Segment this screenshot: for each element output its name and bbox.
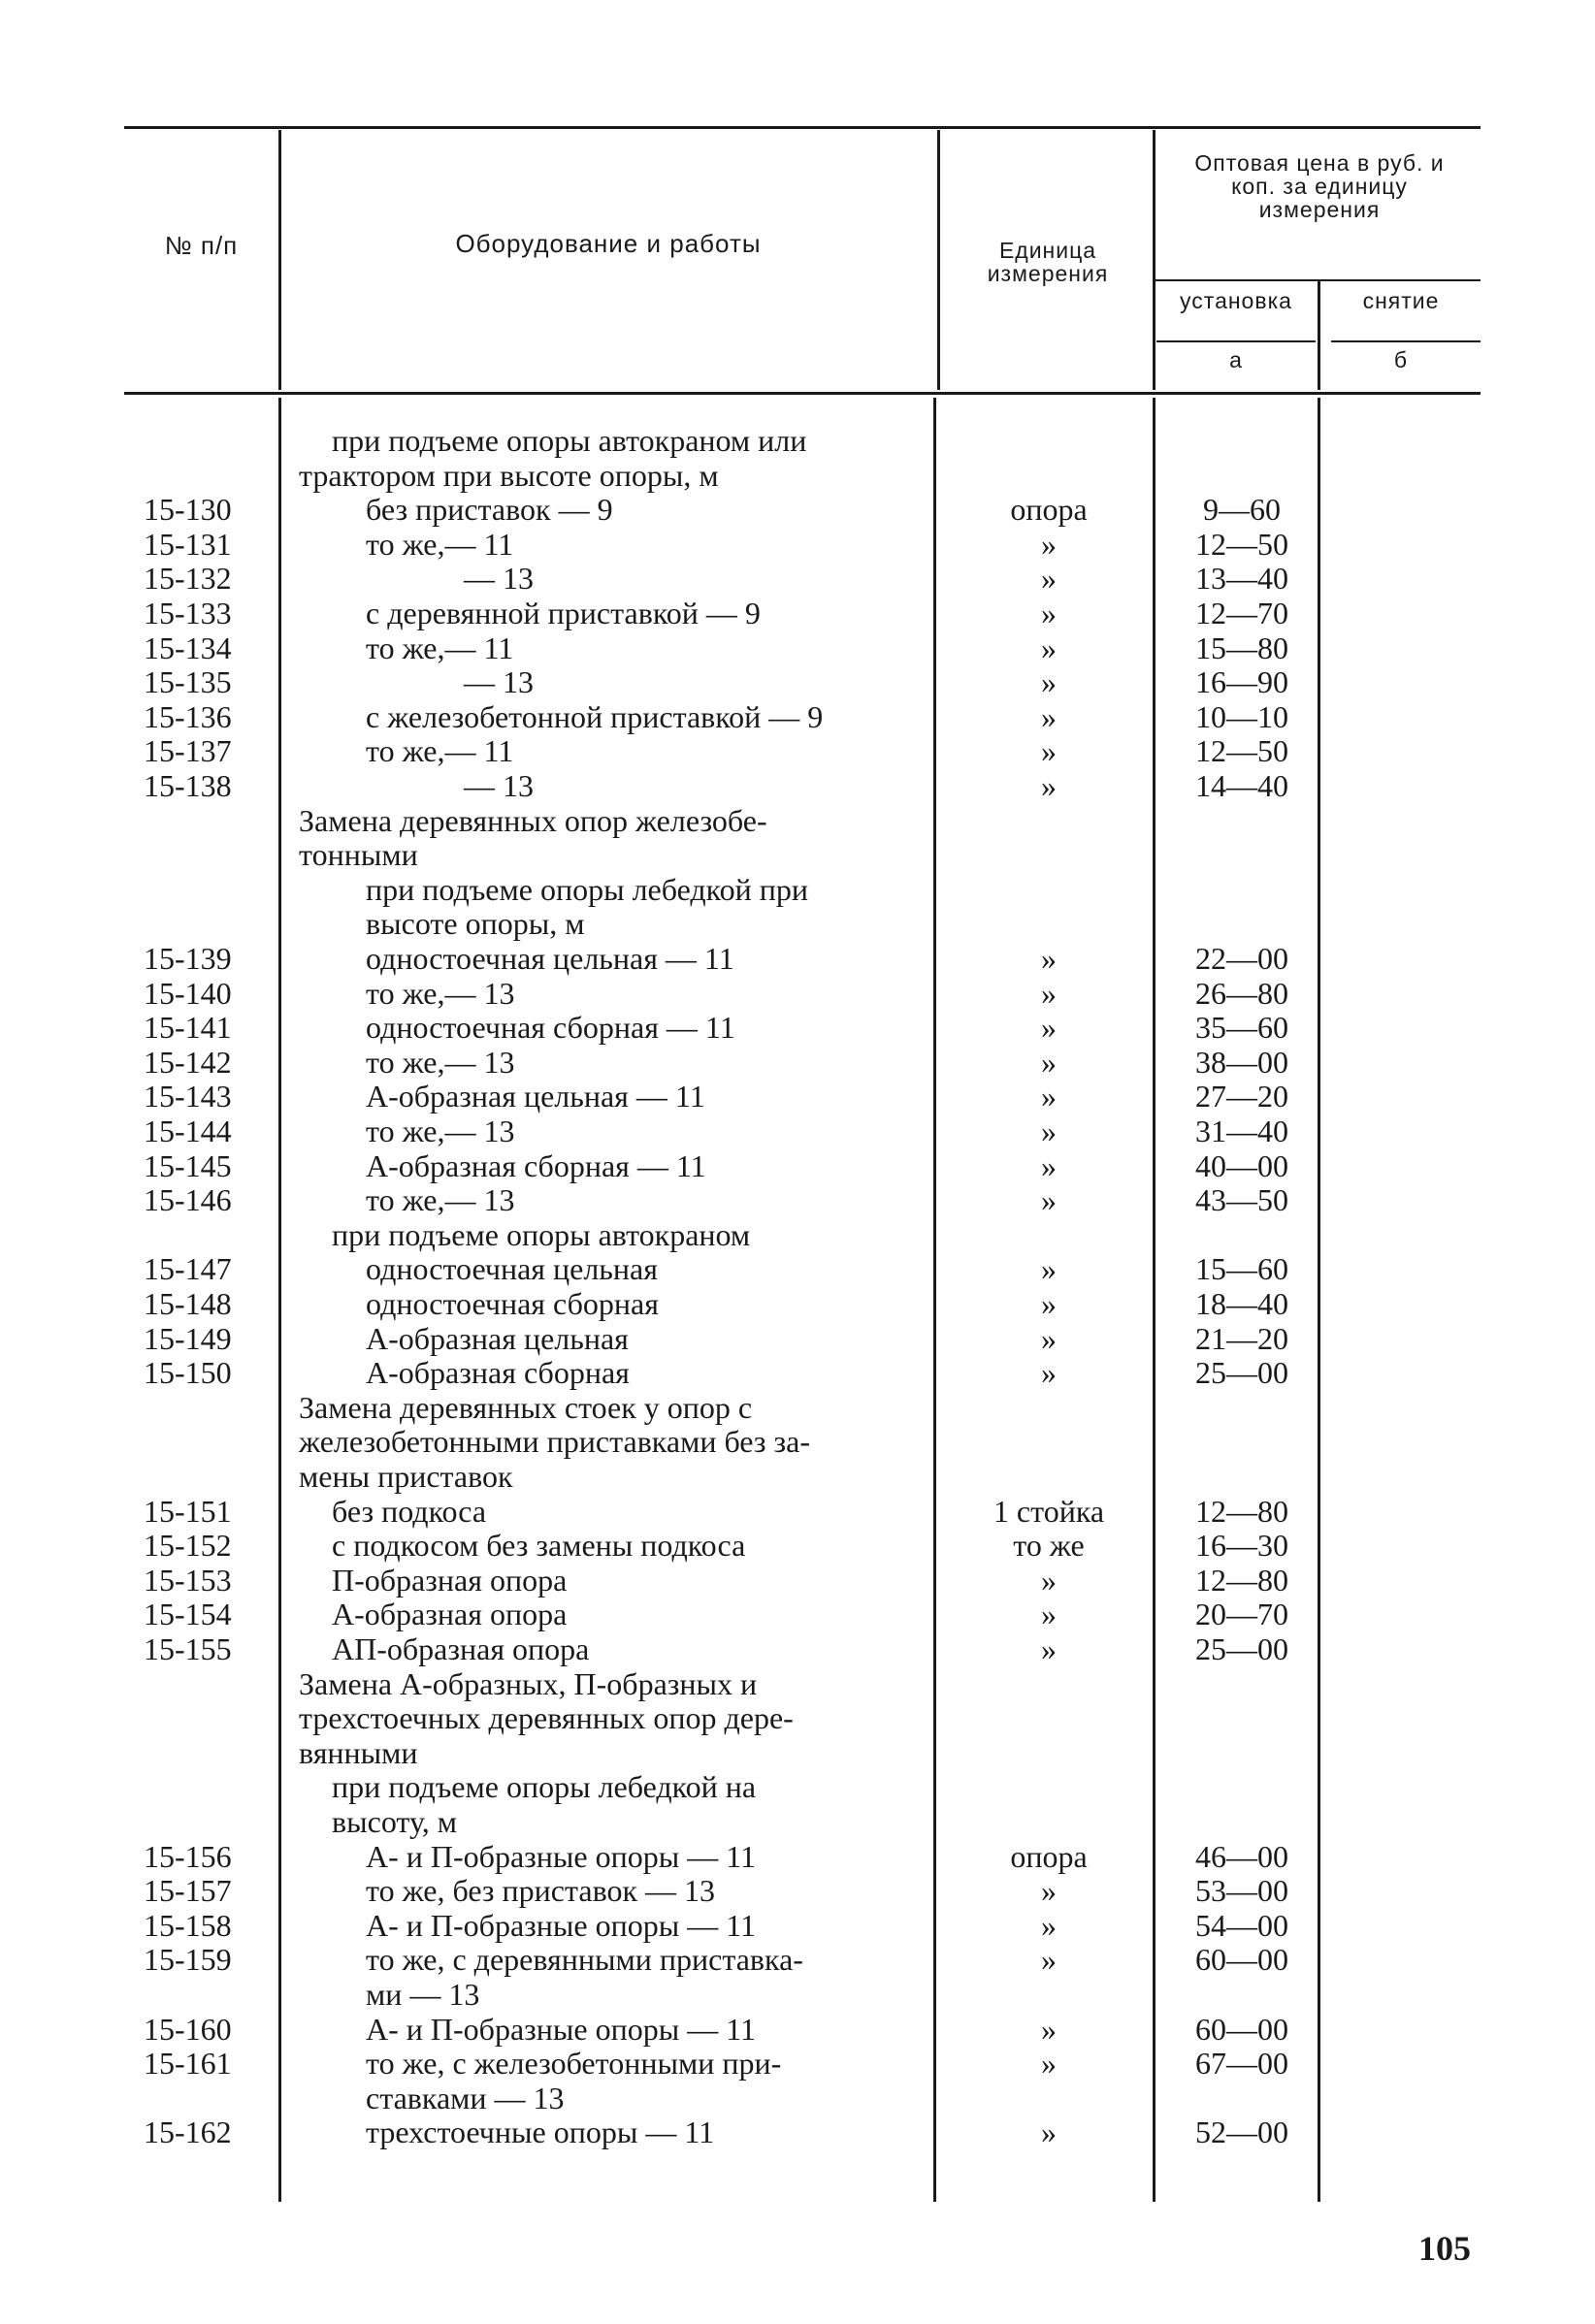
item-number: 15-148 (144, 1286, 232, 1321)
item-description: тонными (299, 837, 418, 873)
item-unit: » (1041, 526, 1057, 562)
header-unit: Единица измерения (987, 238, 1109, 286)
item-unit: » (1041, 1044, 1057, 1080)
item-unit: » (1041, 1873, 1057, 1909)
item-description: мены приставок (299, 1459, 513, 1494)
item-price-install: 46—00 (1195, 1838, 1288, 1874)
header-col-divider-4 (1318, 281, 1320, 390)
item-description: А-образная цельная (366, 1320, 629, 1356)
item-description: ставками — 13 (366, 2080, 565, 2115)
item-price-install: 40—00 (1195, 1147, 1288, 1183)
header-removal-sub: б (1393, 347, 1409, 372)
item-unit: » (1041, 1597, 1057, 1632)
item-price-install: 12—50 (1195, 526, 1288, 562)
item-price-install: 60—00 (1195, 1942, 1288, 1978)
item-description: одностоечная цельная (366, 1251, 658, 1287)
item-description: то же,— 11 (366, 629, 514, 665)
header-install: установка (1180, 288, 1292, 313)
item-price-install: 18—40 (1195, 1286, 1288, 1321)
item-number: 15-134 (144, 629, 232, 665)
item-number: 15-145 (144, 1147, 232, 1183)
item-description: ми — 13 (366, 1977, 480, 2012)
item-price-install: 38—00 (1195, 1044, 1288, 1080)
header-price: Оптовая цена в руб. и коп. за единицу измерения (1194, 150, 1445, 222)
item-description: то же, без приставок — 13 (366, 1873, 716, 1909)
item-price-install: 31—40 (1195, 1114, 1288, 1148)
item-unit: » (1041, 2114, 1057, 2150)
item-number: 15-140 (144, 975, 232, 1011)
item-number: 15-150 (144, 1355, 232, 1391)
item-unit: то же (1013, 1528, 1085, 1564)
item-price-install: 21—20 (1195, 1320, 1288, 1356)
item-description: то же,— 11 (366, 733, 514, 769)
item-unit: » (1041, 975, 1057, 1011)
item-description: высоту, м (332, 1804, 457, 1839)
item-unit: » (1041, 1907, 1057, 1943)
item-description: Замена деревянных опор железобе- (299, 802, 767, 838)
price-sublabel-rule-a (1156, 340, 1316, 342)
item-number: 15-139 (144, 941, 232, 976)
header-install-sub: а (1229, 347, 1243, 372)
item-description: одностоечная цельная — 11 (366, 941, 734, 976)
item-description: А-образная опора (332, 1597, 568, 1632)
item-price-install: 35—60 (1195, 1010, 1288, 1046)
item-unit: опора (1010, 492, 1088, 528)
item-number: 15-136 (144, 698, 232, 734)
item-unit: » (1041, 596, 1057, 630)
item-description: при подъеме опоры автокраном (332, 1216, 751, 1252)
item-description: железобетонными приставками без за- (299, 1424, 811, 1460)
item-unit: » (1041, 1010, 1057, 1046)
header-col-divider-1 (278, 130, 281, 390)
item-unit: 1 стойка (993, 1493, 1105, 1529)
item-price-install: 12—50 (1195, 733, 1288, 769)
item-unit: » (1041, 1079, 1057, 1114)
item-price-install: 12—70 (1195, 596, 1288, 630)
item-unit: » (1041, 1355, 1057, 1391)
item-number: 15-143 (144, 1079, 232, 1114)
item-price-install: 15—60 (1195, 1251, 1288, 1287)
item-description: А-образная сборная — 11 (366, 1147, 706, 1183)
item-price-install: 9—60 (1203, 492, 1281, 528)
item-description: — 13 (464, 561, 534, 597)
item-unit: » (1041, 561, 1057, 597)
item-price-install: 22—00 (1195, 941, 1288, 976)
item-description: одностоечная сборная — 11 (366, 1010, 735, 1046)
body-col-divider-1 (278, 398, 281, 2202)
item-description: при подъеме опоры автокраном или (332, 423, 807, 458)
item-unit: » (1041, 1631, 1057, 1666)
item-price-install: 52—00 (1195, 2114, 1288, 2150)
item-description: А- и П-образные опоры — 11 (366, 1838, 757, 1874)
item-unit: » (1041, 1114, 1057, 1148)
item-unit: » (1041, 1562, 1057, 1598)
item-number: 15-146 (144, 1182, 232, 1218)
item-unit: » (1041, 1286, 1057, 1321)
header-equipment: Оборудование и работы (455, 229, 762, 258)
item-description: без подкоса (332, 1493, 487, 1529)
item-number: 15-157 (144, 1873, 232, 1909)
item-price-install: 54—00 (1195, 1907, 1288, 1943)
item-number: 15-132 (144, 561, 232, 597)
item-number: 15-131 (144, 526, 232, 562)
item-description: то же,— 11 (366, 526, 514, 562)
item-price-install: 20—70 (1195, 1597, 1288, 1632)
item-unit: опора (1010, 1838, 1088, 1874)
item-number: 15-154 (144, 1597, 232, 1632)
item-unit: » (1041, 2046, 1057, 2082)
item-price-install: 10—10 (1195, 698, 1288, 734)
item-number: 15-142 (144, 1044, 232, 1080)
header-removal: снятие (1362, 288, 1440, 313)
item-number: 15-155 (144, 1631, 232, 1666)
header-col-divider-3 (1153, 130, 1156, 390)
item-number: 15-159 (144, 1942, 232, 1978)
item-number: 15-153 (144, 1562, 232, 1598)
item-price-install: 12—80 (1195, 1562, 1288, 1598)
header-num: № п/п (164, 231, 239, 260)
item-description: то же,— 13 (366, 1114, 515, 1148)
item-unit: » (1041, 629, 1057, 665)
item-number: 15-162 (144, 2114, 232, 2150)
item-unit: » (1041, 1147, 1057, 1183)
item-number: 15-149 (144, 1320, 232, 1356)
item-number: 15-156 (144, 1838, 232, 1874)
item-number: 15-151 (144, 1493, 232, 1529)
item-description: П-образная опора (332, 1562, 568, 1598)
item-price-install: 15—80 (1195, 629, 1288, 665)
item-unit: » (1041, 768, 1057, 803)
item-price-install: 14—40 (1195, 768, 1288, 803)
item-description: А- и П-образные опоры — 11 (366, 1907, 757, 1943)
item-price-install: 27—20 (1195, 1079, 1288, 1114)
header-col-divider-2 (937, 130, 940, 390)
item-number: 15-152 (144, 1528, 232, 1564)
item-description: то же, с железобетонными при- (366, 2046, 782, 2082)
item-description: вянными (299, 1734, 418, 1770)
body-col-divider-2 (933, 398, 936, 2202)
item-price-install: 43—50 (1195, 1182, 1288, 1218)
item-unit: » (1041, 698, 1057, 734)
item-description: — 13 (464, 664, 534, 700)
item-unit: » (1041, 1942, 1057, 1978)
item-number: 15-144 (144, 1114, 232, 1148)
item-price-install: 25—00 (1195, 1631, 1288, 1666)
item-description: с деревянной приставкой — 9 (366, 596, 761, 630)
item-description: трактором при высоте опоры, м (299, 457, 719, 493)
item-number: 15-160 (144, 2011, 232, 2047)
table-top-rule (124, 126, 1481, 129)
item-description: без приставок — 9 (366, 492, 613, 528)
item-unit: » (1041, 1251, 1057, 1287)
item-unit: » (1041, 1320, 1057, 1356)
item-description: одностоечная сборная (366, 1286, 659, 1321)
item-price-install: 16—30 (1195, 1528, 1288, 1564)
item-unit: » (1041, 733, 1057, 769)
item-number: 15-161 (144, 2046, 232, 2082)
item-number: 15-147 (144, 1251, 232, 1287)
item-price-install: 25—00 (1195, 1355, 1288, 1391)
item-description: Замена А-образных, П-образных и (299, 1665, 758, 1701)
item-number: 15-135 (144, 664, 232, 700)
item-number: 15-158 (144, 1907, 232, 1943)
item-description: при подъеме опоры лебедкой на (332, 1769, 757, 1805)
item-number: 15-137 (144, 733, 232, 769)
item-description: — 13 (464, 768, 534, 803)
item-description: высоте опоры, м (366, 906, 585, 942)
item-description: то же, с деревянными приставка- (366, 1942, 803, 1978)
item-number: 15-130 (144, 492, 232, 528)
item-price-install: 60—00 (1195, 2011, 1288, 2047)
item-number: 15-133 (144, 596, 232, 630)
item-price-install: 53—00 (1195, 1873, 1288, 1909)
item-unit: » (1041, 941, 1057, 976)
item-price-install: 26—80 (1195, 975, 1288, 1011)
item-price-install: 67—00 (1195, 2046, 1288, 2082)
item-number: 15-141 (144, 1010, 232, 1046)
price-sublabel-rule-b (1331, 340, 1481, 342)
item-description: с подкосом без замены подкоса (332, 1528, 746, 1564)
item-price-install: 12—80 (1195, 1493, 1288, 1529)
item-description: с железобетонной приставкой — 9 (366, 698, 824, 734)
item-description: при подъеме опоры лебедкой при (366, 871, 808, 907)
page-number: 105 (1418, 2229, 1471, 2268)
item-description: АП-образная опора (332, 1631, 590, 1666)
item-unit: » (1041, 664, 1057, 700)
item-description: А-образная сборная (366, 1355, 630, 1391)
item-description: то же,— 13 (366, 975, 515, 1011)
item-unit: » (1041, 2011, 1057, 2047)
item-price-install: 13—40 (1195, 561, 1288, 597)
item-description: А- и П-образные опоры — 11 (366, 2011, 757, 2047)
item-description: то же,— 13 (366, 1044, 515, 1080)
header-bottom-rule (124, 392, 1481, 395)
item-description: трехстоечных деревянных опор дере- (299, 1700, 794, 1736)
item-description: Замена деревянных стоек у опор с (299, 1389, 753, 1425)
item-price-install: 16—90 (1195, 664, 1288, 700)
item-description: А-образная цельная — 11 (366, 1079, 705, 1114)
item-unit: » (1041, 1182, 1057, 1218)
item-description: то же,— 13 (366, 1182, 515, 1218)
item-description: трехстоечные опоры — 11 (366, 2114, 715, 2150)
item-number: 15-138 (144, 768, 232, 803)
